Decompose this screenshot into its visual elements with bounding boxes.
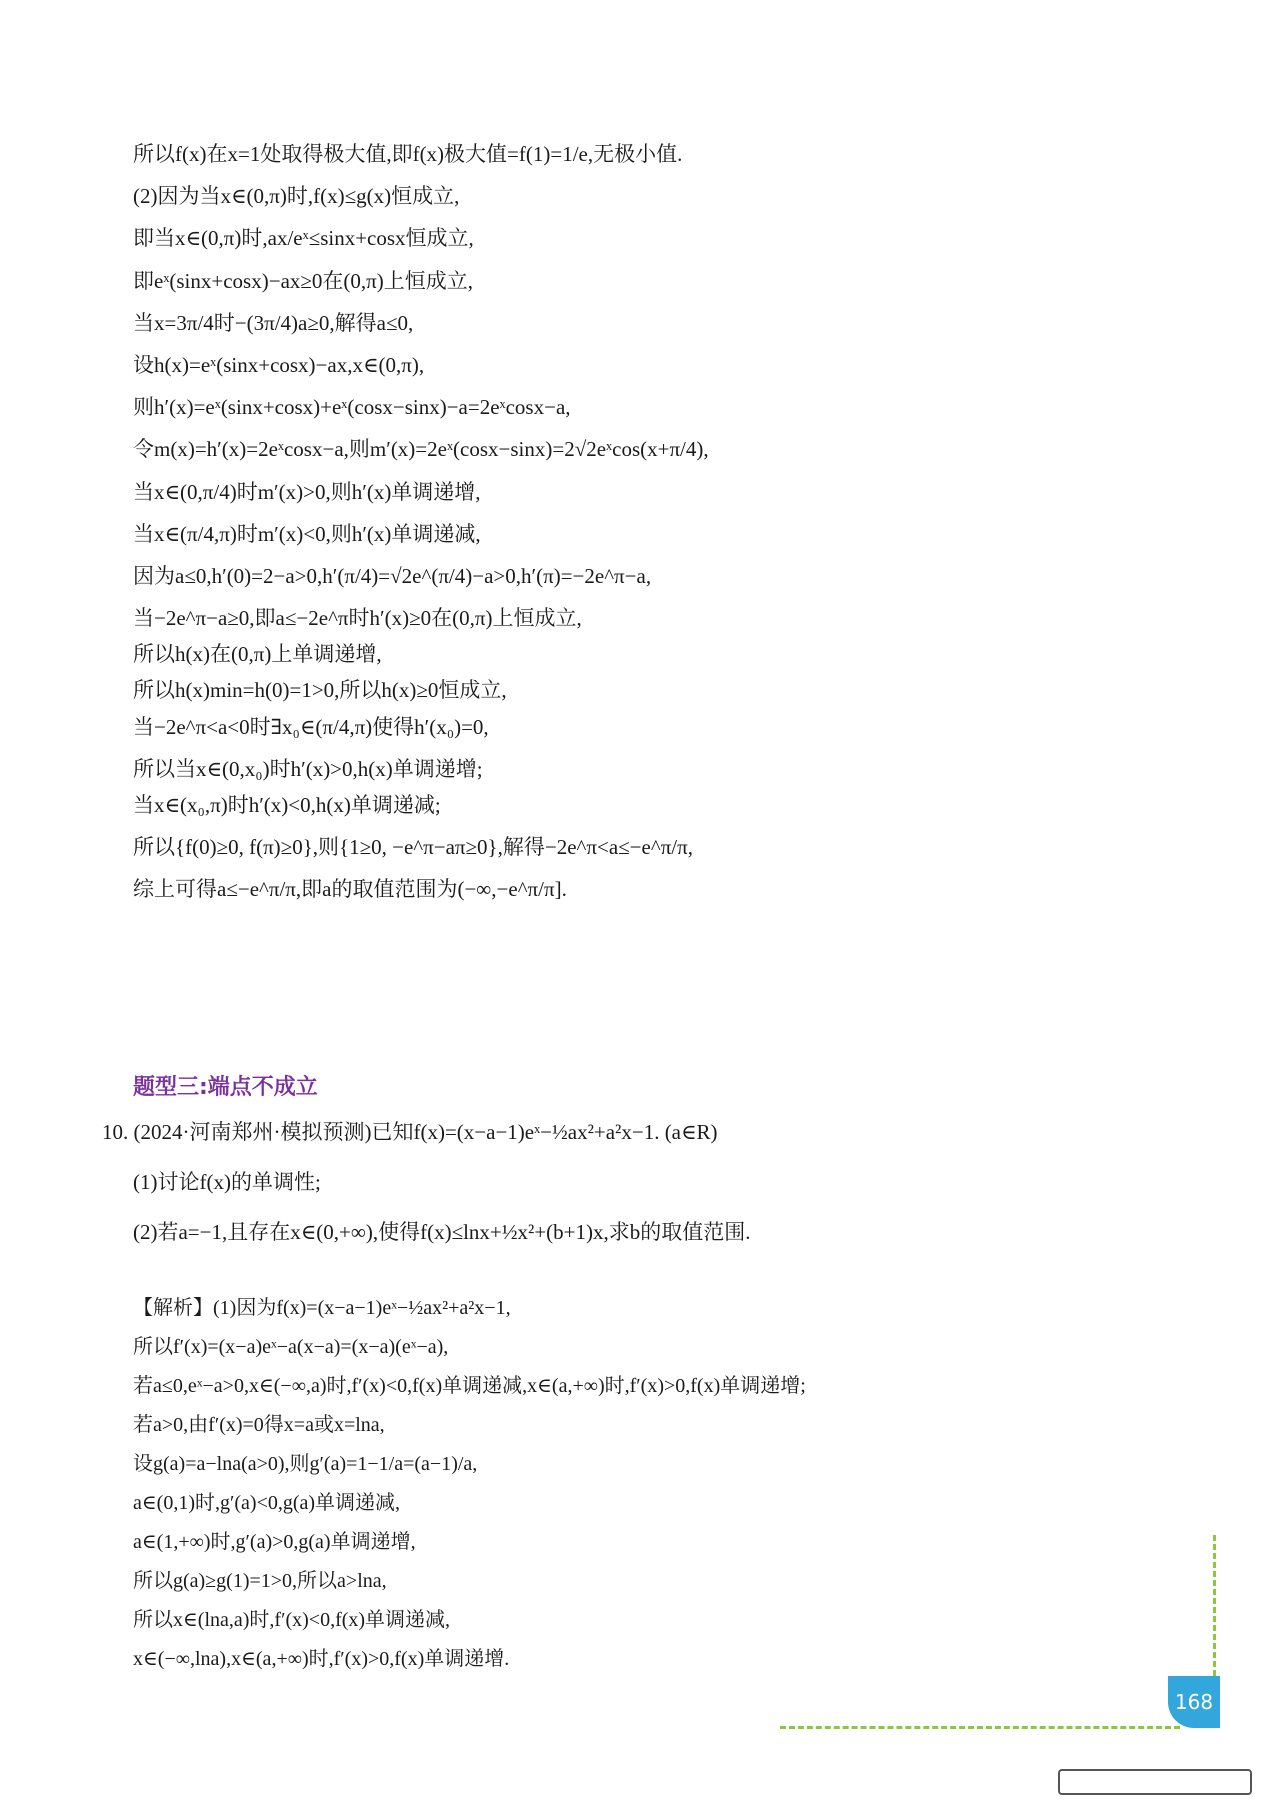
- text-line: (2)因为当x∈(0,π)时,f(x)≤g(x)恒成立,: [133, 184, 460, 209]
- analysis-line: 设g(a)=a−lna(a>0),则g′(a)=1−1/a=(a−1)/a,: [133, 1453, 478, 1475]
- analysis-block: [133, 1296, 1143, 1686]
- analysis-line: 所以g(a)≥g(1)=1>0,所以a>lna,: [133, 1570, 387, 1592]
- analysis-line: a∈(0,1)时,g′(a)<0,g(a)单调递减,: [133, 1492, 401, 1514]
- section-heading: 题型三:端点不成立: [133, 1075, 318, 1100]
- analysis-line: 若a≤0,eˣ−a>0,x∈(−∞,a)时,f′(x)<0,f(x)单调递减,x∈(a,+∞)时,f′(x)>0,f(x)单调递增;: [133, 1375, 806, 1397]
- problem-question-1: (1)讨论f(x)的单调性;: [133, 1170, 321, 1195]
- text-line: 综上可得a≤−e^π/π,即a的取值范围为(−∞,−e^π/π].: [133, 877, 567, 902]
- text-line: 所以h(x)min=h(0)=1>0,所以h(x)≥0恒成立,: [133, 678, 507, 703]
- text-line: 当x∈(x₀,π)时h′(x)<0,h(x)单调递减;: [133, 793, 441, 817]
- text-line: 当x∈(0,π/4)时m′(x)>0,则h′(x)单调递增,: [133, 479, 481, 504]
- text-line: 所以当x∈(0,x₀)时h′(x)>0,h(x)单调递增;: [133, 756, 483, 781]
- analysis-line: a∈(1,+∞)时,g′(a)>0,g(a)单调递增,: [133, 1531, 416, 1553]
- text-line: 即当x∈(0,π)时,ax/eˣ≤sinx+cosx恒成立,: [133, 226, 474, 251]
- text-line: 所以{f(0)≥0, f(π)≥0},则{1≥0, −e^π−aπ≥0},解得−2e^π<a≤−e^π/π,: [133, 835, 693, 860]
- text-line: 当−2e^π−a≥0,即a≤−2e^π时h′(x)≥0在(0,π)上恒成立,: [133, 606, 582, 631]
- analysis-line: 若a>0,由f′(x)=0得x=a或x=lna,: [133, 1414, 385, 1436]
- problem-10: [102, 1120, 1152, 1271]
- text-line: 则h′(x)=eˣ(sinx+cosx)+eˣ(cosx−sinx)−a=2eˣcosx−a,: [133, 395, 571, 420]
- analysis-line: x∈(−∞,lna),x∈(a,+∞)时,f′(x)>0,f(x)单调递增.: [133, 1648, 510, 1670]
- text-line: 当x∈(π/4,π)时m′(x)<0,则h′(x)单调递减,: [133, 521, 481, 546]
- problem-stem: 10. (2024·河南郑州·模拟预测)已知f(x)=(x−a−1)eˣ−½ax²+a²x−1. (a∈R): [102, 1120, 718, 1144]
- analysis-line: 所以f′(x)=(x−a)eˣ−a(x−a)=(x−a)(eˣ−a),: [133, 1336, 449, 1358]
- page-number-badge: 168: [1168, 1676, 1220, 1728]
- text-line: 即eˣ(sinx+cosx)−ax≥0在(0,π)上恒成立,: [133, 268, 473, 293]
- bottom-ui-bar: [1058, 1769, 1252, 1795]
- analysis-line: 所以x∈(lna,a)时,f′(x)<0,f(x)单调递减,: [133, 1609, 451, 1631]
- text-line: 当x=3π/4时−(3π/4)a≥0,解得a≤0,: [133, 310, 414, 335]
- text-line: 所以h(x)在(0,π)上单调递增,: [133, 642, 382, 667]
- text-line: 设h(x)=eˣ(sinx+cosx)−ax,x∈(0,π),: [133, 352, 425, 377]
- text-line: 所以f(x)在x=1处取得极大值,即f(x)极大值=f(1)=1/e,无极小值.: [133, 142, 683, 166]
- solution-part-1: [133, 142, 1133, 920]
- problem-question-2: (2)若a=−1,且存在x∈(0,+∞),使得f(x)≤lnx+½x²+(b+1)x,求b的取值范围.: [133, 1220, 751, 1245]
- analysis-line: 【解析】(1)因为f(x)=(x−a−1)eˣ−½ax²+a²x−1,: [133, 1297, 511, 1319]
- text-line: 令m(x)=h′(x)=2eˣcosx−a,则m′(x)=2eˣ(cosx−sinx)=2√2eˣcos(x+π/4),: [133, 437, 709, 462]
- text-line: 因为a≤0,h′(0)=2−a>0,h′(π/4)=√2e^(π/4)−a>0,h′(π)=−2e^π−a,: [133, 563, 652, 588]
- dashed-border-right: [1213, 1535, 1216, 1685]
- text-line: 当−2e^π<a<0时∃x₀∈(π/4,π)使得h′(x₀)=0,: [133, 714, 489, 739]
- dashed-border-bottom: [780, 1726, 1180, 1729]
